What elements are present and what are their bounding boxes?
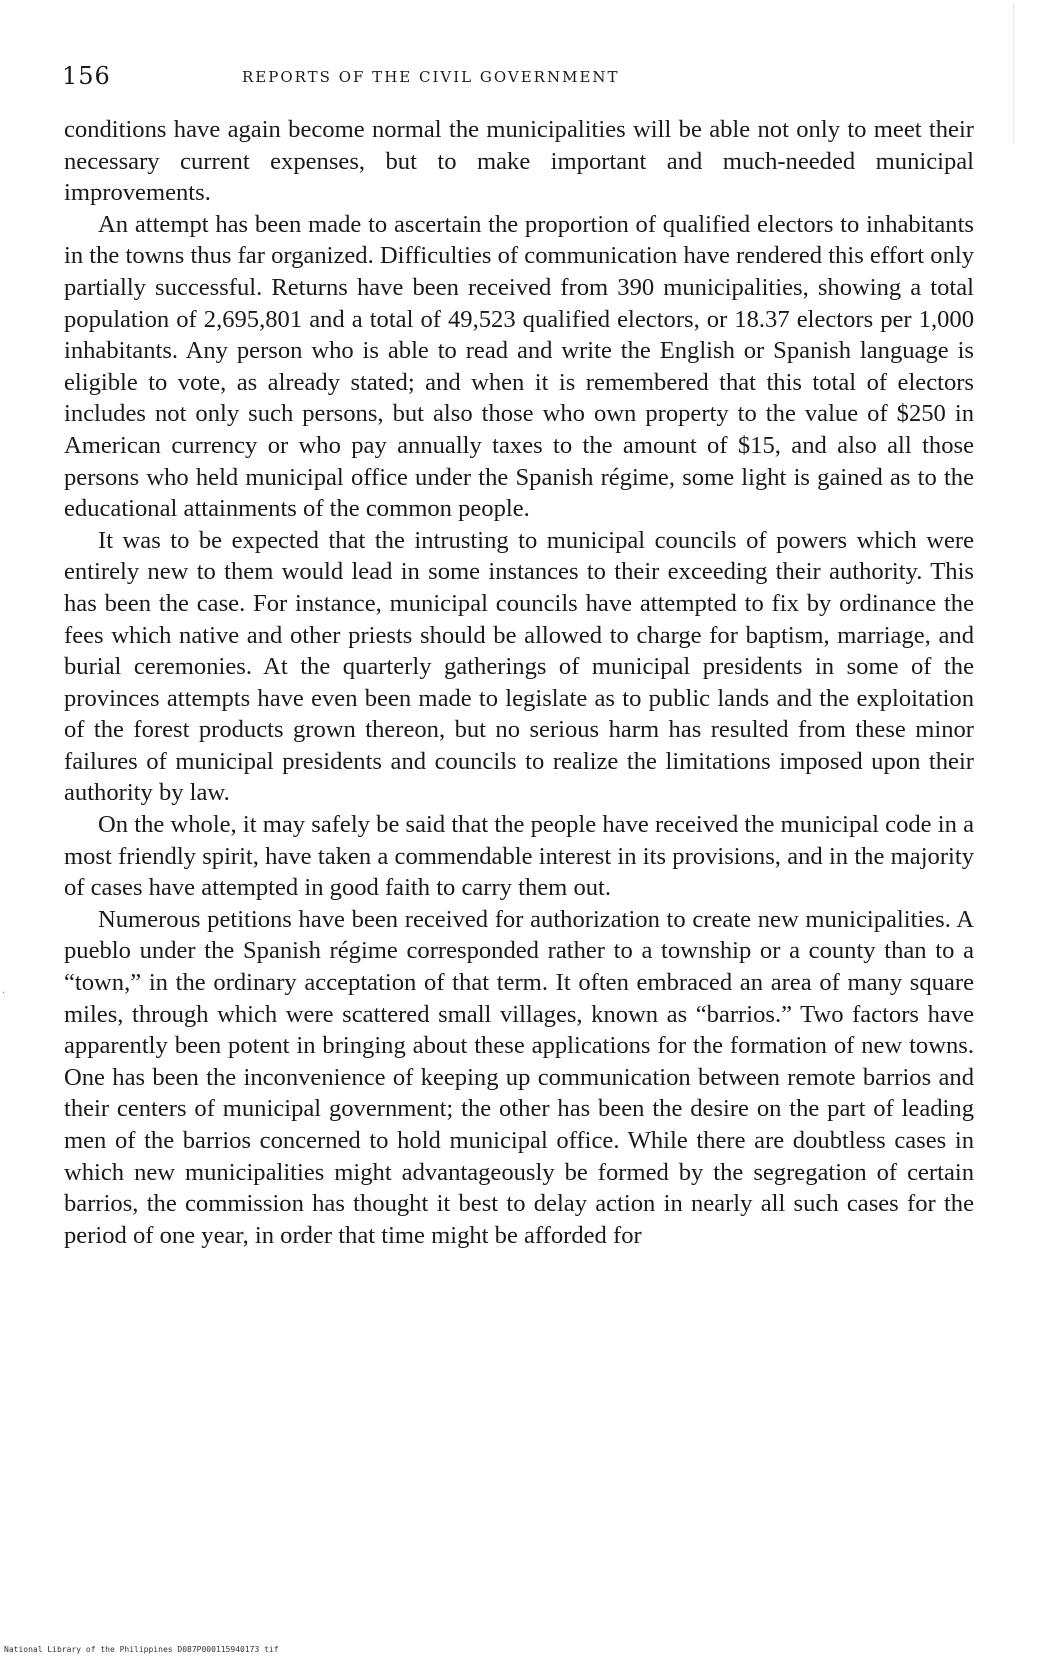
page-number: 156 (62, 62, 111, 90)
paragraph: It was to be expected that the intrusting to municipal councils of powers which were entirely new to them would lead in some instances to their exceeding their authority. This has been the case. For instance, municipal councils have attempted to fix by ordinance the fees which native and other priests should be allowed to charge for baptism, marriage, and burial ceremonies. At the quarterly gatherings of municipal presidents in some of the provinces attempts have even been made to legislate as to public lands and the exploitation of the forest products grown thereon, but no serious harm has resulted from these minor failures of municipal presidents and councils to realize the limitations imposed upon their authority by law. (64, 526, 974, 807)
page-header (62, 62, 762, 94)
margin-mark: · (2, 988, 6, 999)
scan-edge-artifact (1013, 4, 1044, 144)
running-head: REPORTS OF THE CIVIL GOVERNMENT (242, 68, 620, 86)
paragraph: Numerous petitions have been received for authorization to create new municipalities. A pueblo under the Spanish régime corresponded rather to a township or a county than to a “town,” in the ordinary acceptation of that term. It often embraced an area of many square miles, through which were scattered small villages, known as “barrios.” Two factors have apparently been potent in bringing about these applications for the formation of new towns. One has been the inconvenience of keeping up communication between remote barrios and their centers of municipal government; the other has been the desire on the part of leading men of the barrios concerned to hold municipal office. While there are doubtless cases in which new municipalities might advantageously be formed by the segregation of certain barrios, the commission has thought it best to delay action in nearly all such cases for the period of one year, in order that time might be afforded for (64, 905, 974, 1249)
paragraph: conditions have again become normal the municipalities will be able not only to meet their necessary current expenses, but to make important and much-needed municipal improvements. (64, 116, 974, 207)
body-text (64, 114, 974, 1251)
scan-credit-footer: National Library of the Philippines D087P000115940173 tif (4, 1645, 279, 1654)
paragraph: On the whole, it may safely be said that the people have received the municipal code in a most friendly spirit, have taken a commendable interest in its provisions, and in the majority of cases have attempted in good faith to carry them out. (64, 811, 974, 902)
paragraph: An attempt has been made to ascertain the proportion of qualified electors to inhabitants in the towns thus far organized. Difficulties of communication have rendered this effort only partially successful. Returns have been received from 390 municipalities, showing a total population of 2,695,801 and a total of 49,523 qualified electors, or 18.37 electors per 1,000 inhabitants. Any person who is able to read and write the English or Spanish language is eligible to vote, as already stated; and when it is remembered that this total of electors includes not only such persons, but also those who own property to the value of $250 in American currency or who pay annually taxes to the amount of $15, and also all those persons who held municipal office under the Spanish régime, some light is gained as to the educational attainments of the common people. (64, 210, 974, 523)
